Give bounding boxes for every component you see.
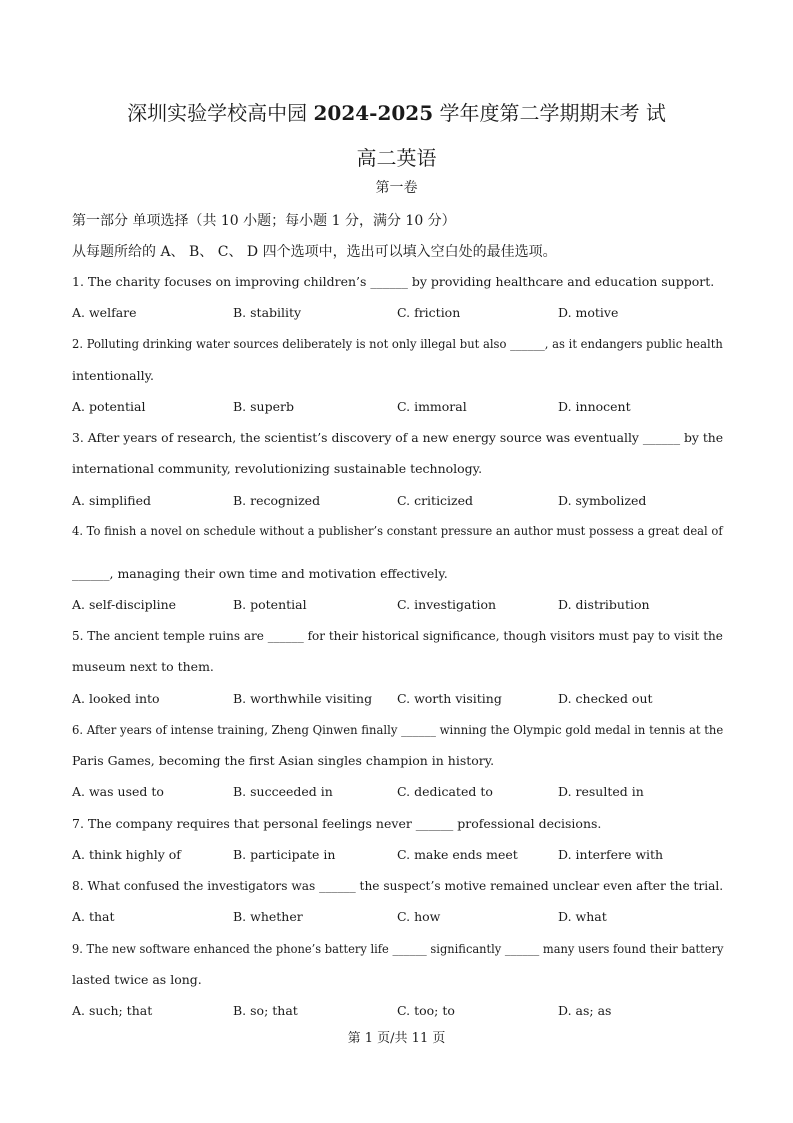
question-6-line-1: 6. After years of intense training, Zheng Qinwen finally ______ winning the Olympic gold medal in tennis at the [72,722,724,737]
page-number: 第 1 页/共 11 页 [347,1031,446,1046]
section-heading: 第一部分 单项选择（共 10 小题；每小题 1 分，满分 10 分） [72,213,456,229]
question-1-line-1: 1. The charity focuses on improving children’s ______ by providing healthcare and education support. [72,274,715,289]
question-7-line-1: 7. The company requires that personal feelings never ______ professional decisions. [72,816,602,831]
question-5-line-1: 5. The ancient temple ruins are ______ for their historical significance, though visitors must pay to visit the [72,628,723,643]
question-4-option-c: C. investigation [397,597,497,612]
question-3-line-1: 3. After years of research, the scientist’s discovery of a new energy source was eventually ______ by the [72,430,724,445]
question-4-line-2: ______, managing their own time and motivation effectively. [72,566,448,581]
question-1-option-d: D. motive [558,305,619,320]
question-3-line-2: international community, revolutionizing sustainable technology. [72,461,483,476]
question-5-option-a: A. looked into [72,691,160,706]
question-6-option-d: D. resulted in [558,784,644,799]
question-6-option-a: A. was used to [72,784,164,799]
question-7-option-a: A. think highly of [72,847,181,862]
question-8-line-1: 8. What confused the investigators was ______ the suspect’s motive remained unclear even after the trial. [72,878,724,893]
question-8-option-c: C. how [397,909,441,924]
question-3-option-c: C. criticized [397,493,474,508]
question-1-option-a: A. welfare [72,305,137,320]
title-term: 学年度第二学期期末考 试 [433,101,666,125]
question-4-option-b: B. potential [233,597,307,612]
question-9-option-c: C. too; to [397,1003,455,1018]
question-5-option-c: C. worth visiting [397,691,502,706]
question-7-option-c: C. make ends meet [397,847,518,862]
question-9-option-a: A. such; that [72,1003,153,1018]
question-8-option-b: B. whether [233,909,303,924]
volume-label: 第一卷 [375,180,418,196]
question-3-option-a: A. simplified [72,493,151,508]
title-years: 2024-2025 [313,101,434,125]
subject-title: 高二英语 [356,146,437,170]
question-5-option-b: B. worthwhile visiting [233,691,373,706]
question-4-option-a: A. self-discipline [72,597,177,612]
question-2-line-1: 2. Polluting drinking water sources deliberately is not only illegal but also ______, as it endangers public health [72,336,723,351]
question-1-option-c: C. friction [397,305,461,320]
question-3-option-b: B. recognized [233,493,321,508]
title-school: 深圳实验学校高中园 [127,101,314,125]
question-2-line-2: intentionally. [72,368,154,383]
question-2-option-d: D. innocent [558,399,631,414]
question-7-option-b: B. participate in [233,847,336,862]
question-4-option-d: D. distribution [558,597,650,612]
question-2-option-c: C. immoral [397,399,467,414]
exam-title [0,97,793,126]
question-9-line-1: 9. The new software enhanced the phone’s battery life ______ significantly ______ many users found their battery [72,941,724,956]
question-7-option-d: D. interfere with [558,847,664,862]
question-6-option-c: C. dedicated to [397,784,493,799]
question-9-line-2: lasted twice as long. [72,972,202,987]
question-5-line-2: museum next to them. [72,659,214,674]
question-6-line-2: Paris Games, becoming the first Asian singles champion in history. [72,753,495,768]
question-2-option-a: A. potential [72,399,146,414]
question-8-option-d: D. what [558,909,607,924]
question-6-option-b: B. succeeded in [233,784,333,799]
question-9-option-b: B. so; that [233,1003,298,1018]
question-4-line-1: 4. To finish a novel on schedule without a publisher’s constant pressure an author must possess a great deal of [72,523,723,538]
question-1-option-b: B. stability [233,305,302,320]
question-2-option-b: B. superb [233,399,294,414]
question-3-option-d: D. symbolized [558,493,647,508]
question-8-option-a: A. that [72,909,115,924]
question-5-option-d: D. checked out [558,691,653,706]
section-instruction: 从每题所给的 A、 B、 C、 D 四个选项中，选出可以填入空白处的最佳选项。 [72,244,557,260]
question-9-option-d: D. as; as [558,1003,612,1018]
